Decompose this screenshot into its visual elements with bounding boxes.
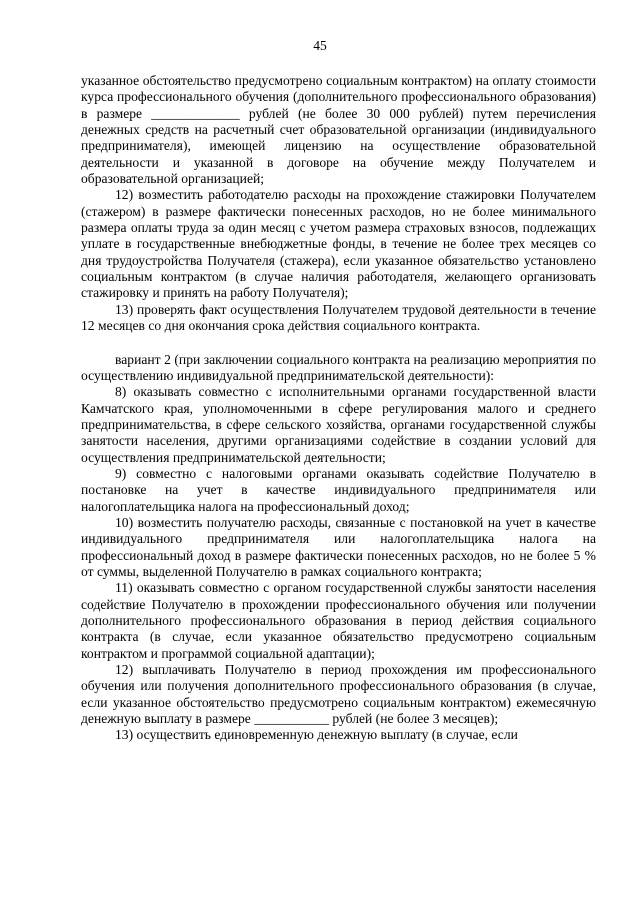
- paragraph-item-12-internship: 12) возместить работодателю расходы на прохождение стажировки Получателем (стажером) в размере фактически понесенных расходов, но не более минимального размера оплаты труда за один месяц с учетом размера страховых взносов, подлежащих уплате в государственные внебюджетные фонды, в течение не более трех месяцев со дня трудоустройства Получателя (стажера), если указанное обязательство установлено социальным контрактом (в случае наличия работодателя, желающего организовать стажировку и принять на работу Получателя);: [81, 187, 596, 301]
- paragraph-continuation: указанное обстоятельство предусмотрено социальным контрактом) на оплату стоимости курса профессионального обучения (дополнительного профессионального образования) в размере _____________ рублей (не более 30 000 рублей) путем перечисления денежных средств на расчетный счет образовательной организации (индивидуального предпринимателя), имеющей лицензию на осуществление образовательной деятельности и указанной в договоре на обучение между Получателем и образовательной организацией;: [81, 73, 596, 187]
- paragraph-item-8-assistance: 8) оказывать совместно с исполнительными органами государственной власти Камчатского края, уполномоченными в сфере регулирования малого и среднего предпринимательства, в сфере сельского хозяйства, органами государственной службы занятости населения, другими организациями содействие в создании условий для осуществления предпринимательской деятельности;: [81, 384, 596, 465]
- page-number: 45: [313, 38, 327, 53]
- paragraph-item-13-verify-employment: 13) проверять факт осуществления Получателем трудовой деятельности в течение 12 месяцев со дня окончания срока действия социального контракта.: [81, 301, 596, 334]
- paragraph-item-13-lump-sum: 13) осуществить единовременную денежную выплату (в случае, если: [115, 727, 518, 743]
- section-spacer: [81, 335, 596, 352]
- variant-2-heading: вариант 2 (при заключении социального контракта на реализацию мероприятия по осуществлению индивидуальной предпринимательской деятельности):: [81, 351, 596, 383]
- paragraph-item-10-reimbursement: 10) возместить получателю расходы, связанные с постановкой на учет в качестве индивидуального предпринимателя или налогоплательщика налога на профессиональный доход в размере фактически понесенных расходов, но не более 5 % от суммы, выделенной Получателю в рамках социального контракта;: [81, 514, 596, 579]
- paragraph-item-12-monthly-payment: 12) выплачивать Получателю в период прохождения им профессионального обучения или получения дополнительного профессионального образования (в случае, если указанное обстоятельство предусмотрено социальным контрактом) ежемесячную денежную выплату в размере ___________ рублей (не более 3 месяцев);: [81, 662, 596, 727]
- paragraph-item-11-training: 11) оказывать совместно с органом государственной службы занятости населения содействие Получателю в прохождении профессионального обучения или получении дополнительного профессионального образования в период действия социального контракта (в случае, если указанное обязательство предусмотрено социальным контрактом и программой социальной адаптации);: [81, 580, 596, 661]
- paragraph-item-9-registration: 9) совместно с налоговыми органами оказывать содействие Получателю в постановке на учет в качестве индивидуального предпринимателя или налогоплательщика налога на профессиональный доход;: [81, 465, 596, 514]
- document-body: [81, 73, 596, 744]
